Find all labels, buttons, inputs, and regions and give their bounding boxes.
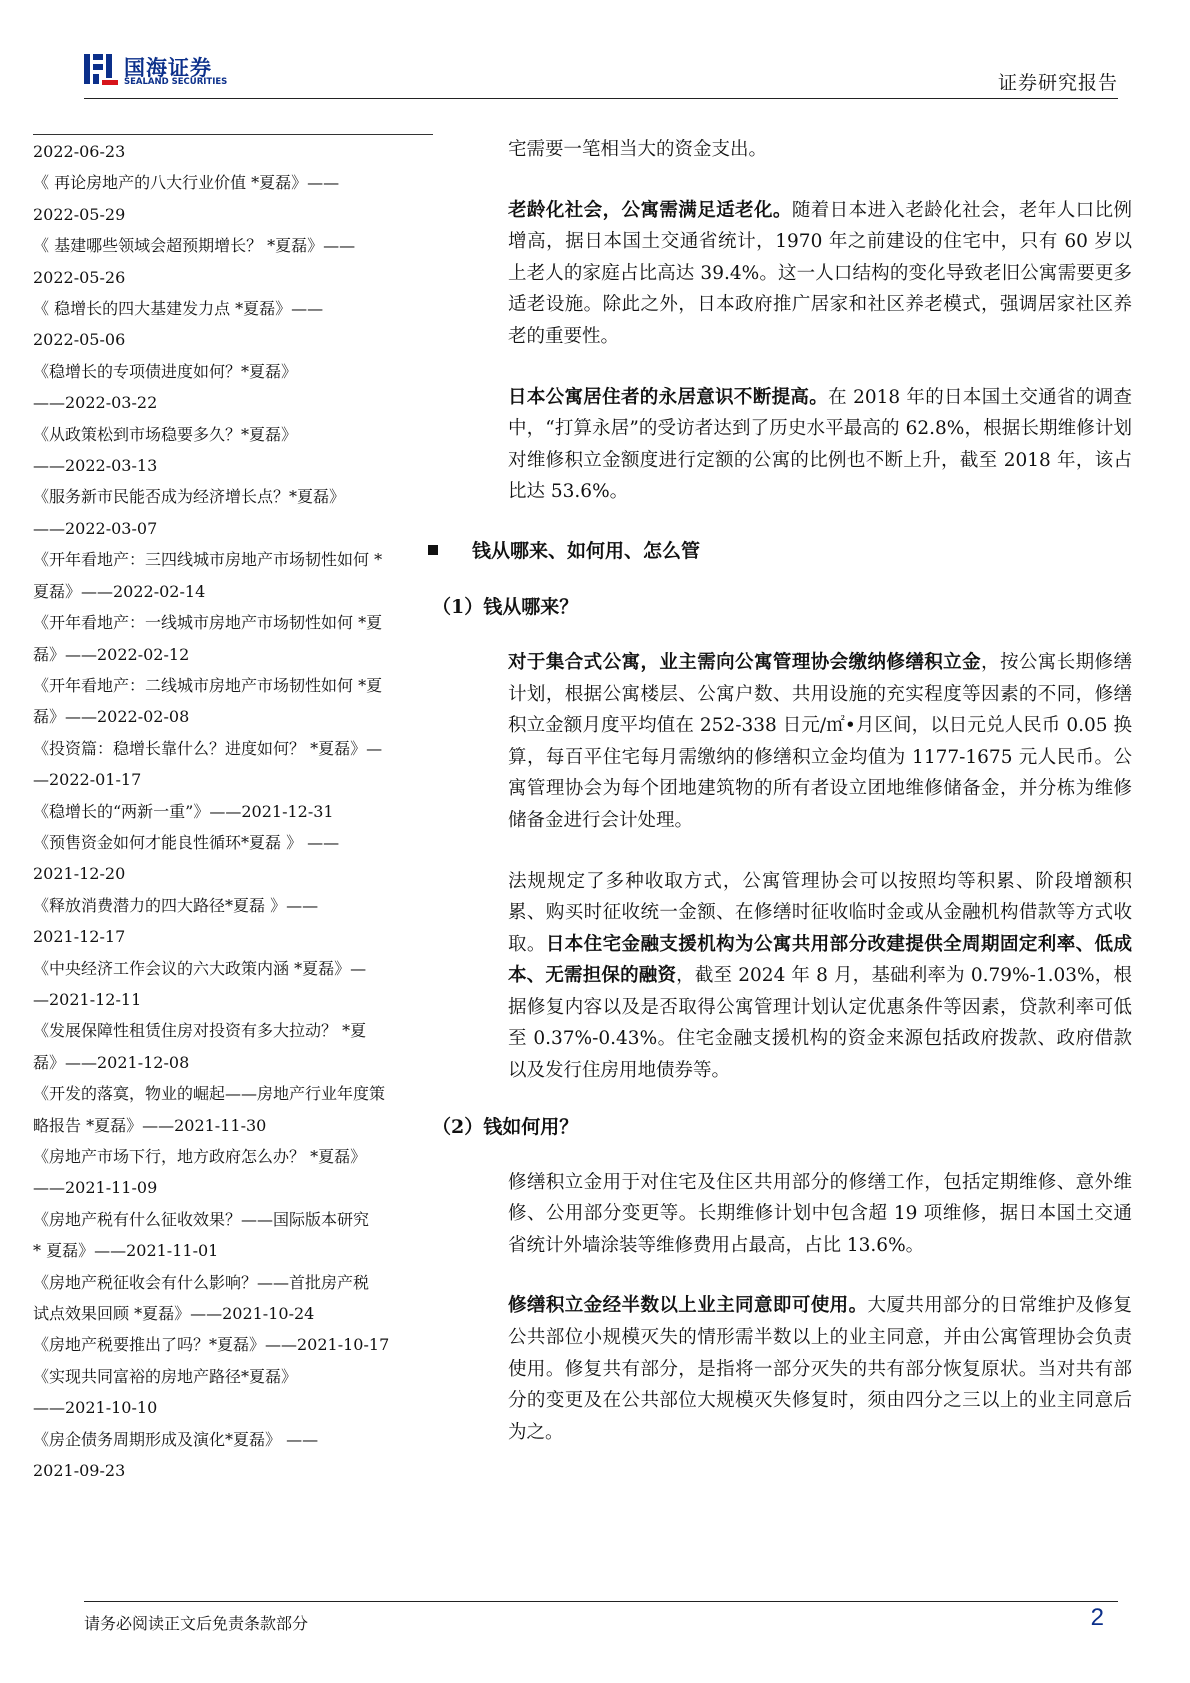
- related-report-line: 《 再论房地产的八大行业价值 *夏磊》——: [33, 173, 340, 193]
- page-header: [84, 44, 1118, 100]
- related-reports-list: [33, 136, 433, 1486]
- related-report-line: 《开年看地产：二线城市房地产市场韧性如何 *夏: [33, 675, 383, 695]
- related-report-line: ——2022-03-22: [33, 393, 158, 413]
- related-report-line: ——2022-03-07: [33, 518, 158, 538]
- related-report-line: 《房地产税有什么征收效果？——国际版本研究: [33, 1209, 370, 1229]
- subsection-heading-source: （1）钱从哪来？: [432, 595, 579, 618]
- main-content: [432, 134, 1132, 1448]
- paragraph-text: 法规规定了多种收取方式，公寓管理协会可以按照均等积累、阶段增额积累、购买时征收统一金额、在修缮时征收临时金或从金融机构借款等方式收取。: [508, 870, 1132, 955]
- brand-name-cn: 国海证券: [124, 56, 212, 80]
- related-report-line: * 夏磊》——2021-11-01: [33, 1241, 219, 1261]
- paragraph-text: 随着日本进入老龄化社会，老年人口比例增高，据日本国土交通省统计，1970 年之前建设的住宅中，只有 60 岁以上老人的家庭占比高达 39.4%。这一人口结构的变化导致老旧公寓需要更多适老设施。除此之外，日本政府推广居家和社区养老模式，强调居家社区养老的重要性。: [508, 199, 1132, 347]
- related-report-line: 《释放消费潜力的四大路径*夏磊 》——: [33, 895, 319, 915]
- related-report-line: 《服务新市民能否成为经济增长点？*夏磊》: [33, 487, 346, 507]
- related-report-line: 2021-09-23: [33, 1461, 126, 1481]
- related-report-line: 《中央经济工作会议的六大政策内涵 *夏磊》—: [33, 958, 367, 978]
- related-report-line: 磊》——2022-02-12: [33, 644, 190, 664]
- related-report-line: 《 稳增长的四大基建发力点 *夏磊》——: [33, 299, 324, 319]
- related-report-line: 略报告 *夏磊》——2021-11-30: [33, 1115, 267, 1135]
- paragraph-approval: [508, 1290, 1132, 1448]
- related-report-line: 《从政策松到市场稳要多久？*夏磊》: [33, 424, 298, 444]
- paragraph-lead: 修缮积立金经半数以上业主同意即可使用。: [508, 1295, 868, 1317]
- paragraph-collection-methods: [508, 866, 1132, 1087]
- footer-divider: [84, 1601, 1118, 1602]
- paragraph-lead: 日本公寓居住者的永居意识不断提高。: [508, 386, 829, 408]
- paragraph-text: ，按公寓长期修缮计划，根据公寓楼层、公寓户数、共用设施的充实程度等因素的不同，修缮积立金额月度平均值在 252-338 日元/㎡•月区间，以日元兑人民币 0.05 换算，每百平住宅每月需缴纳的修缮积立金均值为 1177-1675 元人民币。公寓管理协会为每个团地建筑物的所有者设立团地维修储备金，并分栋为维修储备金进行会计处理。: [508, 651, 1132, 831]
- related-report-line: 《房地产税征收会有什么影响？——首批房产税: [33, 1272, 370, 1292]
- brand-name-en: SEALAND SECURITIES: [124, 77, 228, 87]
- disclaimer-note: 请务必阅读正文后免责条款部分: [84, 1614, 309, 1633]
- related-report-line: 2021-12-17: [33, 927, 126, 947]
- paragraph-emphasis: 日本住宅金融支援机构为公寓共用部分改建提供全周期固定利率、低成本、无需担保的融资: [508, 933, 1132, 987]
- related-report-line: 《开年看地产：一线城市房地产市场韧性如何 *夏: [33, 613, 383, 633]
- related-report-line: 《稳增长的专项债进度如何？*夏磊》: [33, 361, 298, 381]
- paragraph-text: ，截至 2024 年 8 月，基础利率为 0.79%-1.03%，根据修复内容以及是否取得公寓管理计划认定优惠条件等因素，贷款利率可低至 0.37%-0.43%。住宅金融支援机构的资金来源包括政府拨款、政府借款以及发行住房用地债券等。: [508, 965, 1132, 1082]
- related-report-line: ——2021-11-09: [33, 1178, 158, 1198]
- related-report-line: 2022-05-26: [33, 267, 126, 287]
- section-heading: [428, 535, 1132, 567]
- paragraph-text: 在 2018 年的日本国土交通省的调查中，“打算永居”的受访者达到了历史水平最高的 62.8%，根据长期维修计划对维修积立金额度进行定额的公寓的比例也不断上升，截至 2018 年，该占比达 53.6%。: [508, 386, 1132, 503]
- related-report-line: 《开年看地产：三四线城市房地产市场韧性如何 *: [33, 550, 383, 570]
- related-report-line: 《房企债务周期形成及演化*夏磊》 ——: [33, 1429, 319, 1449]
- related-report-line: 《预售资金如何才能良性循环*夏磊 》 ——: [33, 832, 340, 852]
- paragraph-aging-society: [508, 195, 1132, 353]
- related-report-line: 《稳增长的“两新一重”》——2021-12-31: [33, 801, 334, 821]
- related-report-line: ——2021-10-10: [33, 1398, 158, 1418]
- page-number: 2: [1090, 1604, 1104, 1631]
- paragraph-permanent-residence: [508, 382, 1132, 508]
- related-report-line: —2022-01-17: [33, 770, 142, 790]
- related-report-line: 2022-05-06: [33, 330, 126, 350]
- paragraph-lead: 对于集合式公寓，业主需向公寓管理协会缴纳修缮积立金: [508, 651, 982, 673]
- related-report-line: 《房地产市场下行，地方政府怎么办？ *夏磊》: [33, 1147, 367, 1166]
- related-report-line: 《 基建哪些领域会超预期增长？ *夏磊》——: [33, 236, 356, 256]
- related-report-line: 磊》——2022-02-08: [33, 707, 190, 727]
- paragraph: 宅需要一笔相当大的资金支出。: [508, 139, 768, 160]
- related-report-line: 《投资篇：稳增长靠什么？进度如何？ *夏磊》—: [33, 738, 383, 758]
- left-column-divider: [33, 134, 433, 135]
- related-report-line: 磊》——2021-12-08: [33, 1052, 190, 1072]
- paragraph-lead: 老龄化社会，公寓需满足适老化。: [508, 199, 792, 221]
- header-divider: [84, 98, 1118, 99]
- paragraph-text: 大厦共用部分的日常维护及修复公共部位小规模灭失的情形需半数以上的业主同意，并由公寓管理协会负责使用。修复共有部分，是指将一部分灭失的共有部分恢复原状。当对共有部分的变更及在公共部位大规模灭失修复时，须由四分之三以上的业主同意后为之。: [508, 1295, 1132, 1443]
- related-report-line: —2021-12-11: [33, 989, 142, 1009]
- related-report-line: 试点效果回顾 *夏磊》——2021-10-24: [33, 1304, 315, 1324]
- related-report-line: 2021-12-20: [33, 864, 126, 884]
- related-report-line: 2022-06-23: [33, 142, 126, 161]
- paragraph-usage: 修缮积立金用于对住宅及住区共用部分的修缮工作，包括定期维修、意外维修、公用部分变更等。长期维修计划中包含超 19 项维修，据日本国土交通省统计外墙涂装等维修费用占最高，占比 13.6%。: [508, 1171, 1132, 1256]
- bullet-square-icon: [428, 545, 438, 555]
- sealand-logo-icon: [84, 52, 118, 86]
- related-report-line: 夏磊》——2022-02-14: [33, 581, 206, 601]
- related-report-line: 2022-05-29: [33, 204, 126, 224]
- related-report-line: 《开发的落寞，物业的崛起——房地产行业年度策: [33, 1084, 386, 1104]
- related-report-line: 《房地产税要推出了吗？*夏磊》——2021-10-17: [33, 1335, 390, 1355]
- section-title: 钱从哪来、如何用、怎么管: [472, 539, 701, 562]
- related-report-line: 《发展保障性租赁住房对投资有多大拉动？ *夏: [33, 1021, 367, 1041]
- paragraph-repair-fund: [508, 647, 1132, 837]
- related-report-line: ——2022-03-13: [33, 456, 158, 476]
- subsection-heading-usage: （2）钱如何用？: [432, 1115, 579, 1138]
- related-report-line: 《实现共同富裕的房地产路径*夏磊》: [33, 1366, 298, 1386]
- report-type-label: 证券研究报告: [997, 72, 1118, 94]
